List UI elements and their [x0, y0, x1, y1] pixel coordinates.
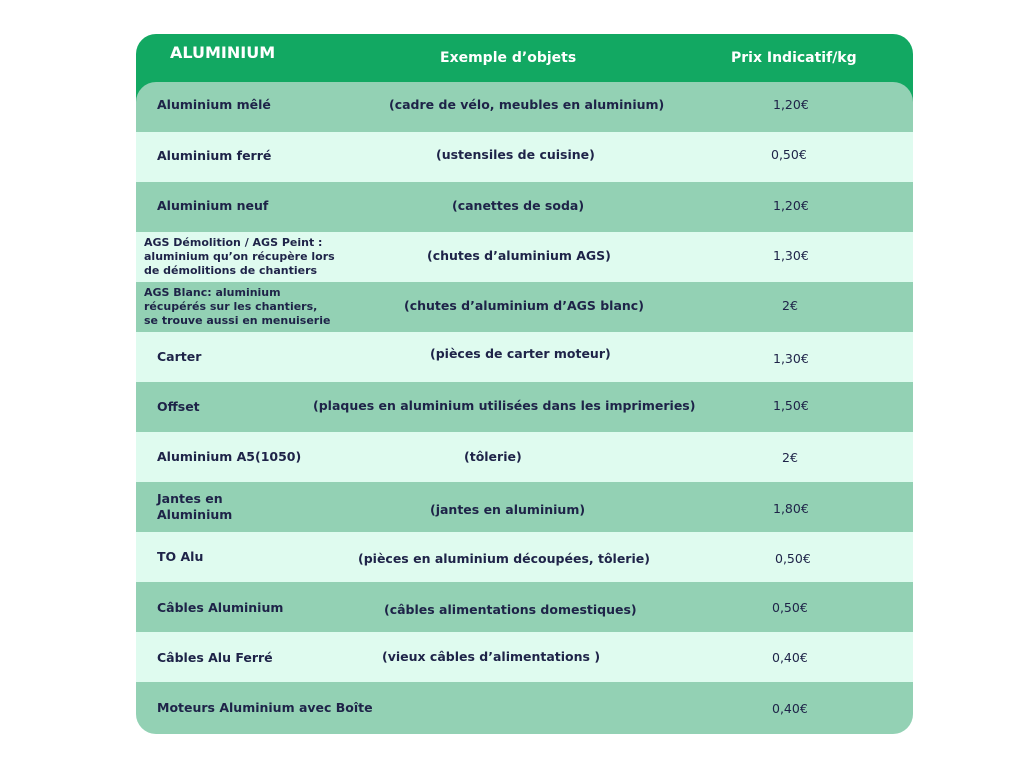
row-name-line: aluminium qu’on récupère lors	[144, 250, 335, 263]
row-name-line: récupérés sur les chantiers,	[144, 300, 318, 313]
header-price: Prix Indicatif/kg	[731, 50, 857, 66]
table-row	[136, 382, 913, 432]
row-name-line: AGS Démolition / AGS Peint :	[144, 236, 323, 249]
row-price: 1,50€	[773, 398, 809, 413]
row-name-line: AGS Blanc: aluminium	[144, 286, 281, 299]
header-category: ALUMINIUM	[170, 43, 276, 62]
row-example: (pièces en aluminium découpées, tôlerie)	[358, 551, 650, 566]
row-example: (chutes d’aluminium d’AGS blanc)	[404, 298, 644, 313]
row-name-line: Aluminium	[157, 507, 233, 522]
row-example: (canettes de soda)	[452, 198, 585, 213]
row-example: (pièces de carter moteur)	[430, 346, 611, 361]
table-row	[136, 682, 913, 734]
row-price: 1,30€	[773, 248, 809, 263]
table-row	[136, 232, 913, 282]
row-name-line: de démolitions de chantiers	[144, 264, 318, 277]
row-name: Carter	[157, 349, 202, 364]
row-example: (ustensiles de cuisine)	[436, 147, 595, 162]
row-example: (cadre de vélo, meubles en aluminium)	[389, 97, 665, 112]
row-price: 1,30€	[773, 351, 809, 366]
table-row	[136, 532, 913, 582]
row-price: 0,50€	[775, 551, 811, 566]
row-name-line: se trouve aussi en menuiserie	[144, 314, 331, 327]
row-example: (vieux câbles d’alimentations )	[382, 649, 601, 664]
table-row	[136, 132, 913, 182]
row-name: TO Alu	[157, 549, 204, 564]
row-example: (tôlerie)	[464, 449, 522, 464]
row-name: Câbles Aluminium	[157, 600, 284, 615]
row-example: (jantes en aluminium)	[430, 502, 586, 517]
row-name: Câbles Alu Ferré	[157, 650, 273, 665]
row-price: 2€	[782, 298, 798, 313]
row-price: 0,50€	[771, 147, 807, 162]
row-price: 1,20€	[773, 198, 809, 213]
table-row	[136, 582, 913, 632]
row-name-line: Jantes en	[157, 491, 223, 506]
row-name: Aluminium ferré	[157, 148, 272, 163]
table-row	[136, 282, 913, 332]
table-row	[136, 332, 913, 382]
row-name: Offset	[157, 399, 200, 414]
row-example: (câbles alimentations domestiques)	[384, 602, 637, 617]
header-examples: Exemple d’objets	[440, 50, 577, 66]
row-price: 0,50€	[772, 600, 808, 615]
row-name: Aluminium mêlé	[157, 97, 271, 112]
table-row	[136, 632, 913, 682]
row-price: 2€	[782, 450, 798, 465]
table-row	[136, 482, 913, 532]
table-row	[136, 182, 913, 232]
row-name: Moteurs Aluminium avec Boîte	[157, 700, 373, 715]
table-row	[136, 432, 913, 482]
row-name: Aluminium neuf	[157, 198, 269, 213]
row-price: 0,40€	[772, 701, 808, 716]
row-example: (chutes d’aluminium AGS)	[427, 248, 611, 263]
aluminium-price-table	[136, 34, 913, 734]
row-price: 0,40€	[772, 650, 808, 665]
row-price: 1,80€	[773, 501, 809, 516]
row-example: (plaques en aluminium utilisées dans les imprimeries)	[313, 398, 696, 413]
row-name: Aluminium A5(1050)	[157, 449, 302, 464]
row-price: 1,20€	[773, 97, 809, 112]
table-row	[136, 82, 913, 132]
